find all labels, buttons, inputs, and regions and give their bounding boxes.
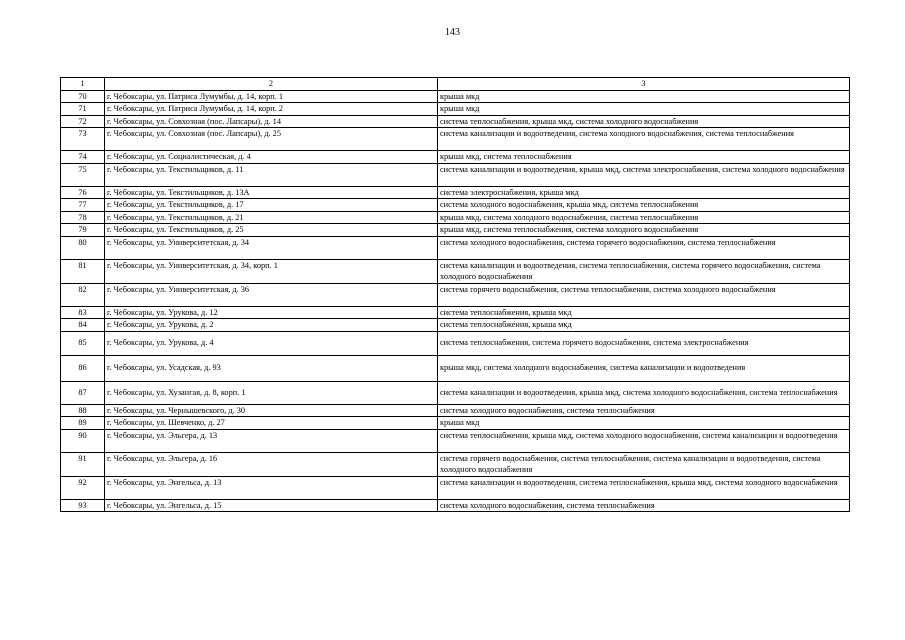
row-number-cell: 72	[61, 115, 105, 128]
systems-cell: система электроснабжения, крыша мкд	[438, 186, 850, 199]
address-cell: г. Чебоксары, ул. Университетская, д. 36	[105, 283, 438, 306]
row-number-cell: 82	[61, 283, 105, 306]
table-header-row	[61, 78, 850, 91]
table-row	[61, 128, 850, 151]
systems-cell: крыша мкд	[438, 103, 850, 116]
address-cell: г. Чебоксары, ул. Социалистическая, д. 4	[105, 151, 438, 164]
table-row	[61, 115, 850, 128]
table-row	[61, 452, 850, 476]
systems-cell: система горячего водоснабжения, система теплоснабжения, система холодного водоснабжения	[438, 283, 850, 306]
row-number-cell: 84	[61, 319, 105, 332]
header-cell-systems: 3	[438, 78, 850, 91]
systems-cell: система холодного водоснабжения, система теплоснабжения	[438, 499, 850, 512]
address-cell: г. Чебоксары, ул. Университетская, д. 34, корп. 1	[105, 259, 438, 283]
table-row	[61, 151, 850, 164]
row-number-cell: 91	[61, 452, 105, 476]
row-number-cell: 92	[61, 476, 105, 499]
systems-cell: система теплоснабжения, крыша мкд	[438, 306, 850, 319]
systems-cell: система канализации и водоотведения, крыша мкд, система холодного водоснабжения, система теплоснабжения	[438, 381, 850, 404]
address-cell: г. Чебоксары, ул. Энгельса, д. 13	[105, 476, 438, 499]
address-cell: г. Чебоксары, ул. Текстильщиков, д. 13А	[105, 186, 438, 199]
table-row	[61, 355, 850, 381]
row-number-cell: 86	[61, 355, 105, 381]
systems-cell: система канализации и водоотведения, система холодного водоснабжения, система теплоснабжения	[438, 128, 850, 151]
row-number-cell: 74	[61, 151, 105, 164]
address-cell: г. Чебоксары, ул. Урукова, д. 2	[105, 319, 438, 332]
row-number-cell: 85	[61, 331, 105, 355]
systems-cell: крыша мкд	[438, 90, 850, 103]
table-row	[61, 381, 850, 404]
table-row	[61, 306, 850, 319]
row-number-cell: 88	[61, 404, 105, 417]
table-row	[61, 211, 850, 224]
row-number-cell: 71	[61, 103, 105, 116]
systems-cell: крыша мкд	[438, 417, 850, 430]
address-cell: г. Чебоксары, ул. Совхозная (пос. Лапсары), д. 14	[105, 115, 438, 128]
table-row	[61, 417, 850, 430]
address-cell: г. Чебоксары, ул. Текстильщиков, д. 17	[105, 199, 438, 212]
systems-cell: система горячего водоснабжения, система теплоснабжения, система канализации и водоотведения, система холодного водоснабжения	[438, 452, 850, 476]
table-row	[61, 199, 850, 212]
address-cell: г. Чебоксары, ул. Усадская, д. 93	[105, 355, 438, 381]
row-number-cell: 78	[61, 211, 105, 224]
row-number-cell: 70	[61, 90, 105, 103]
address-cell: г. Чебоксары, ул. Текстильщиков, д. 25	[105, 224, 438, 237]
table-row	[61, 163, 850, 186]
table-row	[61, 224, 850, 237]
table-row	[61, 331, 850, 355]
table-row	[61, 476, 850, 499]
row-number-cell: 76	[61, 186, 105, 199]
table-row	[61, 186, 850, 199]
address-table	[60, 77, 850, 512]
systems-cell: система холодного водоснабжения, система теплоснабжения	[438, 404, 850, 417]
address-cell: г. Чебоксары, ул. Хузангая, д. 8, корп. 1	[105, 381, 438, 404]
address-cell: г. Чебоксары, ул. Текстильщиков, д. 11	[105, 163, 438, 186]
address-cell: г. Чебоксары, ул. Шевченко, д. 27	[105, 417, 438, 430]
row-number-cell: 73	[61, 128, 105, 151]
address-cell: г. Чебоксары, ул. Эльгера, д. 16	[105, 452, 438, 476]
systems-cell: система теплоснабжения, крыша мкд	[438, 319, 850, 332]
address-cell: г. Чебоксары, ул. Совхозная (пос. Лапсары), д. 25	[105, 128, 438, 151]
address-cell: г. Чебоксары, ул. Патриса Лумумбы, д. 14, корп. 1	[105, 90, 438, 103]
address-cell: г. Чебоксары, ул. Патриса Лумумбы, д. 14, корп. 2	[105, 103, 438, 116]
row-number-cell: 93	[61, 499, 105, 512]
systems-cell: система канализации и водоотведения, система теплоснабжения, крыша мкд, система холодного водоснабжения	[438, 476, 850, 499]
table-body	[61, 90, 850, 512]
row-number-cell: 77	[61, 199, 105, 212]
systems-cell: система теплоснабжения, крыша мкд, система холодного водоснабжения, система канализации и водоотведения	[438, 429, 850, 452]
table-row	[61, 283, 850, 306]
systems-cell: крыша мкд, система холодного водоснабжения, система канализации и водоотведения	[438, 355, 850, 381]
table-row	[61, 499, 850, 512]
table-row	[61, 404, 850, 417]
address-cell: г. Чебоксары, ул. Эльгера, д. 13	[105, 429, 438, 452]
table-row	[61, 103, 850, 116]
table-row	[61, 429, 850, 452]
table-row	[61, 236, 850, 259]
systems-cell: система канализации и водоотведения, крыша мкд, система электроснабжения, система холодного водоснабжения	[438, 163, 850, 186]
systems-cell: крыша мкд, система теплоснабжения, система холодного водоснабжения	[438, 224, 850, 237]
row-number-cell: 90	[61, 429, 105, 452]
systems-cell: система теплоснабжения, крыша мкд, система холодного водоснабжения	[438, 115, 850, 128]
row-number-cell: 80	[61, 236, 105, 259]
header-cell-number: 1	[61, 78, 105, 91]
systems-cell: крыша мкд, система теплоснабжения	[438, 151, 850, 164]
address-cell: г. Чебоксары, ул. Урукова, д. 12	[105, 306, 438, 319]
address-cell: г. Чебоксары, ул. Текстильщиков, д. 21	[105, 211, 438, 224]
systems-cell: крыша мкд, система холодного водоснабжения, система теплоснабжения	[438, 211, 850, 224]
page-number: 143	[445, 27, 460, 38]
systems-cell: система холодного водоснабжения, система горячего водоснабжения, система теплоснабжения	[438, 236, 850, 259]
systems-cell: система теплоснабжения, система горячего водоснабжения, система электроснабжения	[438, 331, 850, 355]
address-cell: г. Чебоксары, ул. Энгельса, д. 15	[105, 499, 438, 512]
row-number-cell: 79	[61, 224, 105, 237]
systems-cell: система канализации и водоотведения, система теплоснабжения, система горячего водоснабжения, система холодного водоснабжения	[438, 259, 850, 283]
table-row	[61, 259, 850, 283]
systems-cell: система холодного водоснабжения, крыша мкд, система теплоснабжения	[438, 199, 850, 212]
row-number-cell: 89	[61, 417, 105, 430]
row-number-cell: 87	[61, 381, 105, 404]
address-cell: г. Чебоксары, ул. Чернышевского, д. 30	[105, 404, 438, 417]
address-cell: г. Чебоксары, ул. Урукова, д. 4	[105, 331, 438, 355]
row-number-cell: 75	[61, 163, 105, 186]
address-cell: г. Чебоксары, ул. Университетская, д. 34	[105, 236, 438, 259]
header-cell-address: 2	[105, 78, 438, 91]
row-number-cell: 83	[61, 306, 105, 319]
table-row	[61, 319, 850, 332]
row-number-cell: 81	[61, 259, 105, 283]
table-row	[61, 90, 850, 103]
